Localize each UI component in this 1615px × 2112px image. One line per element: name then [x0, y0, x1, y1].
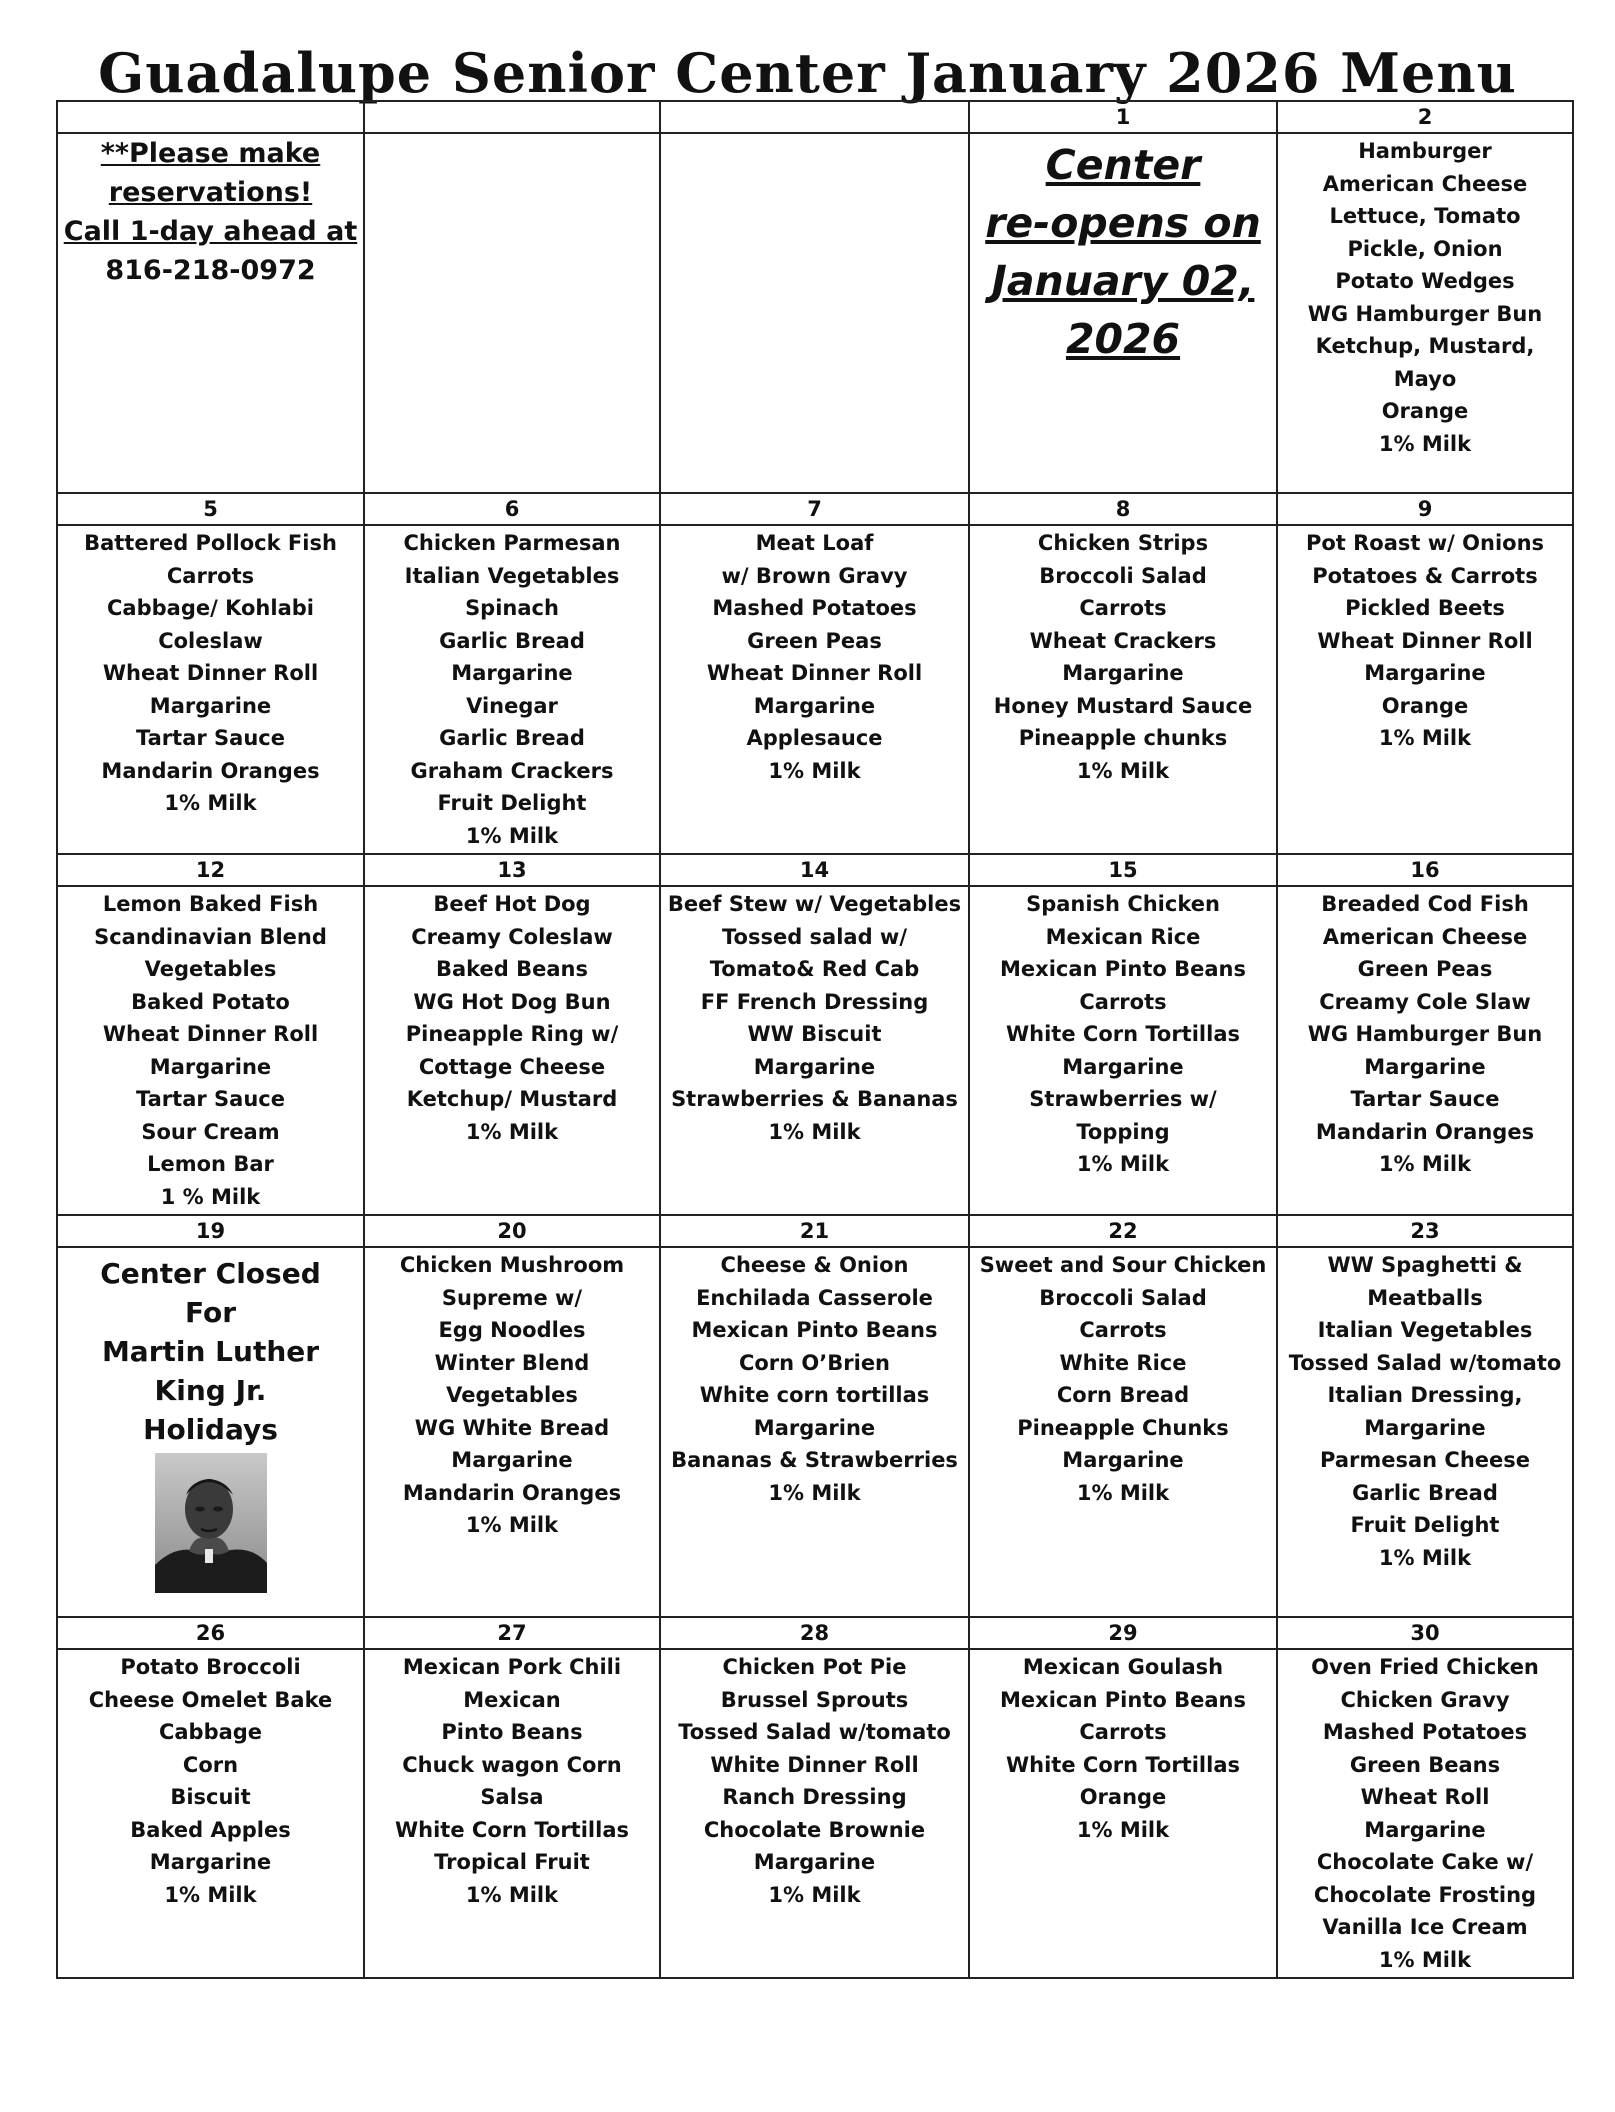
- menu-item: Sour Cream: [141, 1119, 280, 1144]
- reservation-phone: 816-218-0972: [105, 255, 316, 286]
- day-menu-cell: [364, 1649, 660, 1978]
- reopen-notice-line: January 02,: [991, 257, 1255, 305]
- menu-item: Orange: [1381, 693, 1469, 718]
- reopen-notice-line: 2026: [1065, 315, 1181, 363]
- menu-item: Mexican Pork Chili: [402, 1655, 622, 1679]
- menu-item: Garlic Bread: [439, 628, 585, 653]
- closed-notice-line: Martin Luther: [101, 1335, 320, 1368]
- menu-item: Enchilada Casserole: [696, 1285, 933, 1310]
- date-cell: 19: [57, 1215, 364, 1247]
- menu-item: Mexican Goulash: [1022, 1655, 1224, 1679]
- menu-item: Margarine: [1062, 1054, 1184, 1079]
- menu-items: [365, 1650, 659, 1911]
- menu-item: Fruit Delight: [437, 791, 587, 815]
- menu-item: 1% Milk: [1076, 1480, 1170, 1505]
- date-cell: 23: [1277, 1215, 1573, 1247]
- menu-item: Cabbage: [158, 1720, 263, 1744]
- day-menu-cell: [364, 1247, 660, 1617]
- menu-item: Pineapple chunks: [1018, 726, 1228, 750]
- menu-items: [58, 887, 363, 1213]
- closed-notice-line: For: [184, 1296, 237, 1329]
- menu-item: Wheat Dinner Roll: [102, 661, 319, 685]
- menu-item: Tartar Sauce: [1350, 1087, 1500, 1111]
- date-cell: [364, 101, 660, 133]
- menu-item: Margarine: [149, 693, 272, 718]
- menu-items: [1278, 887, 1572, 1181]
- menu-items: [1278, 134, 1572, 460]
- menu-item: Supreme w/: [441, 1285, 583, 1310]
- menu-item: Chocolate Cake w/: [1316, 1850, 1534, 1874]
- menu-item: Carrots: [1079, 1720, 1167, 1744]
- menu-item: Ketchup, Mustard,: [1315, 334, 1535, 358]
- day-menu-cell: [57, 1649, 364, 1978]
- menu-item: 1% Milk: [1076, 758, 1170, 783]
- menu-item: Oven Fried Chicken: [1311, 1655, 1539, 1679]
- menu-item: Tartar Sauce: [136, 1087, 285, 1111]
- menu-item: Mexican Rice: [1045, 924, 1201, 949]
- menu-item: Mayo: [1393, 366, 1457, 391]
- page-title: Guadalupe Senior Center January 2026 Menu: [98, 41, 1517, 105]
- menu-item: Chuck wagon Corn: [402, 1752, 622, 1777]
- menu-item: WG Hamburger Bun: [1307, 1022, 1543, 1046]
- menu-item: Beef Hot Dog: [433, 892, 591, 916]
- menu-item: Baked Beans: [435, 957, 589, 981]
- menu-items: [661, 1248, 968, 1509]
- menu-item: Creamy Cole Slaw: [1319, 989, 1531, 1014]
- menu-item: Mandarin Oranges: [101, 758, 320, 783]
- menu-item: Margarine: [753, 1054, 876, 1079]
- menu-items: [970, 887, 1276, 1181]
- reservation-note: [58, 134, 363, 290]
- date-cell: 29: [969, 1617, 1277, 1649]
- menu-item: Winter Blend: [434, 1350, 590, 1375]
- menu-item: FF French Dressing: [700, 989, 929, 1014]
- menu-item: Chicken Strips: [1037, 531, 1209, 555]
- menu-items: [661, 1650, 968, 1911]
- menu-item: 1% Milk: [465, 1513, 559, 1537]
- menu-items: [365, 526, 659, 852]
- menu-items: [58, 526, 363, 820]
- menu-item: White Dinner Roll: [710, 1752, 919, 1777]
- menu-items: [365, 1248, 659, 1542]
- menu-item: Broccoli Salad: [1039, 1285, 1207, 1310]
- menu-item: Applesauce: [746, 726, 883, 750]
- menu-item: American Cheese: [1322, 924, 1528, 949]
- date-cell: 15: [969, 854, 1277, 886]
- menu-item: Corn: [182, 1752, 239, 1777]
- menu-row: [57, 886, 1573, 1215]
- menu-item: Margarine: [1364, 1817, 1486, 1842]
- reopen-notice-line: re-opens on: [985, 199, 1261, 247]
- menu-item: Brussel Sprouts: [720, 1687, 909, 1712]
- menu-items: [970, 1248, 1276, 1509]
- menu-item: Tartar Sauce: [136, 726, 285, 750]
- day-menu-cell: [969, 1649, 1277, 1978]
- date-cell: 21: [660, 1215, 969, 1247]
- menu-row: [57, 1649, 1573, 1978]
- menu-item: Carrots: [1079, 989, 1167, 1014]
- menu-items: [58, 1650, 363, 1911]
- menu-item: White Corn Tortillas: [395, 1817, 629, 1842]
- menu-item: Tossed Salad w/tomato: [1288, 1350, 1562, 1375]
- menu-item: Mashed Potatoes: [1322, 1720, 1528, 1744]
- day-menu-cell: [1277, 525, 1573, 854]
- menu-item: Topping: [1076, 1119, 1170, 1144]
- day-menu-cell: [57, 525, 364, 854]
- reservation-note-line: reservations!: [108, 177, 313, 208]
- menu-item: Strawberries & Bananas: [671, 1087, 958, 1111]
- menu-item: 1% Milk: [465, 1882, 559, 1907]
- menu-item: WG White Bread: [414, 1415, 610, 1440]
- menu-item: Baked Apples: [130, 1817, 291, 1842]
- empty-day-cell: [660, 133, 969, 493]
- menu-items: [1278, 526, 1572, 755]
- menu-item: Cheese & Onion: [720, 1253, 909, 1277]
- menu-item: Cabbage/ Kohlabi: [107, 596, 314, 620]
- menu-row: [57, 133, 1573, 493]
- date-cell: 2: [1277, 101, 1573, 133]
- menu-item: Chicken Parmesan: [403, 531, 621, 555]
- date-cell: 8: [969, 493, 1277, 525]
- menu-item: Margarine: [149, 1054, 272, 1079]
- menu-item: 1% Milk: [1378, 726, 1472, 750]
- menu-item: Creamy Coleslaw: [411, 924, 613, 949]
- menu-item: 1% Milk: [164, 1882, 257, 1907]
- date-cell: 6: [364, 493, 660, 525]
- menu-item: Pot Roast w/ Onions: [1305, 531, 1545, 555]
- menu-item: Vinegar: [466, 693, 558, 718]
- date-cell: 16: [1277, 854, 1573, 886]
- menu-item: Honey Mustard Sauce: [993, 693, 1253, 718]
- menu-item: Biscuit: [170, 1785, 251, 1809]
- menu-item: Wheat Roll: [1360, 1785, 1490, 1809]
- day-menu-cell: [1277, 1649, 1573, 1978]
- menu-item: White Rice: [1059, 1350, 1187, 1375]
- menu-item: Margarine: [753, 1415, 876, 1440]
- menu-item: Margarine: [1364, 1415, 1486, 1440]
- date-cell: 7: [660, 493, 969, 525]
- menu-item: Strawberries w/: [1029, 1087, 1217, 1111]
- menu-item: Tomato& Red Cab: [709, 957, 920, 981]
- menu-item: Meat Loaf: [755, 531, 874, 555]
- menu-item: Potato Broccoli: [120, 1655, 301, 1679]
- reservation-note-cell: [57, 133, 364, 493]
- menu-item: Lemon Baked Fish: [102, 892, 319, 916]
- day-menu-cell: [364, 886, 660, 1215]
- day-menu-cell: [660, 525, 969, 854]
- day-menu-cell: [1277, 1247, 1573, 1617]
- reopen-notice-line: Center: [1045, 141, 1201, 189]
- menu-item: Garlic Bread: [1352, 1480, 1498, 1505]
- menu-item: Margarine: [1364, 661, 1486, 685]
- menu-items: [661, 887, 968, 1148]
- menu-item: Garlic Bread: [439, 726, 585, 750]
- menu-item: Graham Crackers: [410, 758, 614, 783]
- menu-item: White Corn Tortillas: [1006, 1022, 1240, 1046]
- menu-item: Mandarin Oranges: [1315, 1119, 1535, 1144]
- day-menu-cell: [1277, 886, 1573, 1215]
- menu-item: Wheat Crackers: [1029, 628, 1217, 653]
- menu-item: 1% Milk: [768, 1480, 861, 1505]
- menu-item: Mashed Potatoes: [712, 596, 917, 620]
- menu-item: 1% Milk: [1076, 1817, 1170, 1842]
- menu-item: Cottage Cheese: [418, 1054, 606, 1079]
- menu-item: Pickled Beets: [1345, 596, 1505, 620]
- menu-item: Spanish Chicken: [1026, 892, 1220, 916]
- menu-item: Chicken Mushroom: [399, 1253, 625, 1277]
- menu-item: 1% Milk: [768, 1119, 861, 1144]
- menu-item: Breaded Cod Fish: [1321, 892, 1529, 916]
- menu-item: Mexican Pinto Beans: [1000, 957, 1246, 981]
- menu-item: Margarine: [149, 1850, 272, 1874]
- menu-item: Cheese Omelet Bake: [88, 1687, 333, 1712]
- menu-item: Bananas & Strawberries: [671, 1448, 958, 1472]
- menu-items: [1278, 1650, 1572, 1976]
- menu-item: Mexican Pinto Beans: [1000, 1687, 1246, 1712]
- menu-item: Italian Vegetables: [404, 563, 620, 588]
- menu-item: WW Biscuit: [747, 1022, 882, 1046]
- menu-item: Orange: [1079, 1785, 1167, 1809]
- date-cell: 20: [364, 1215, 660, 1247]
- menu-item: 1% Milk: [1378, 1545, 1472, 1570]
- menu-item: Chocolate Brownie: [703, 1817, 926, 1842]
- menu-item: Italian Vegetables: [1317, 1318, 1533, 1342]
- menu-item: Salsa: [480, 1785, 544, 1809]
- menu-item: Wheat Dinner Roll: [1317, 628, 1533, 653]
- menu-item: Margarine: [753, 1850, 876, 1874]
- menu-item: Corn O’Brien: [738, 1350, 891, 1375]
- menu-item: Sweet and Sour Chicken: [979, 1253, 1267, 1277]
- menu-item: Battered Pollock Fish: [84, 531, 337, 555]
- menu-item: 1% Milk: [1378, 431, 1472, 456]
- day-menu-cell: [969, 1247, 1277, 1617]
- date-row: [57, 854, 1573, 886]
- menu-row: [57, 1247, 1573, 1617]
- mlk-portrait-image: [155, 1453, 267, 1593]
- menu-item: 1 % Milk: [160, 1184, 261, 1209]
- day-menu-cell: [969, 525, 1277, 854]
- date-cell: 26: [57, 1617, 364, 1649]
- closed-notice-line: King Jr.: [154, 1374, 267, 1407]
- menu-item: Green Beans: [1349, 1752, 1501, 1777]
- date-cell: 28: [660, 1617, 969, 1649]
- menu-item: Chicken Gravy: [1340, 1687, 1510, 1712]
- menu-item: Scandinavian Blend: [94, 924, 327, 949]
- menu-item: Wheat Dinner Roll: [706, 661, 923, 685]
- menu-item: Corn Bread: [1056, 1383, 1190, 1407]
- menu-item: Margarine: [1364, 1054, 1486, 1079]
- menu-item: Green Peas: [747, 628, 882, 653]
- closed-notice: [58, 1248, 363, 1449]
- reopen-notice: [970, 134, 1276, 368]
- menu-item: White Corn Tortillas: [1006, 1752, 1240, 1777]
- menu-items: [970, 526, 1276, 787]
- day-menu-cell: [660, 1247, 969, 1617]
- date-cell: 14: [660, 854, 969, 886]
- date-row: [57, 101, 1573, 133]
- day-menu-cell: [1277, 133, 1573, 493]
- date-cell: 30: [1277, 1617, 1573, 1649]
- menu-items: [1278, 1248, 1572, 1574]
- menu-item: Egg Noodles: [438, 1318, 586, 1342]
- menu-item: 1% Milk: [164, 791, 257, 815]
- date-cell: 12: [57, 854, 364, 886]
- menu-item: Coleslaw: [158, 628, 263, 653]
- day-menu-cell: [364, 525, 660, 854]
- day-menu-cell: [660, 886, 969, 1215]
- menu-item: w/ Brown Gravy: [721, 563, 908, 588]
- date-cell: 13: [364, 854, 660, 886]
- date-cell: 22: [969, 1215, 1277, 1247]
- menu-item: 1% Milk: [1076, 1152, 1170, 1176]
- menu-calendar: [56, 100, 1574, 1979]
- day-menu-cell: [57, 886, 364, 1215]
- menu-item: Carrots: [1079, 1318, 1167, 1342]
- menu-item: 1% Milk: [465, 823, 559, 848]
- date-cell: 5: [57, 493, 364, 525]
- date-cell: [57, 101, 364, 133]
- menu-item: Potatoes & Carrots: [1312, 563, 1538, 588]
- menu-items: [365, 887, 659, 1148]
- menu-item: Baked Potato: [131, 989, 290, 1014]
- menu-item: Lemon Bar: [147, 1152, 274, 1176]
- date-row: [57, 493, 1573, 525]
- reopen-notice-cell: [969, 133, 1277, 493]
- date-cell: 1: [969, 101, 1277, 133]
- menu-item: WG Hot Dog Bun: [413, 989, 611, 1014]
- date-row: [57, 1215, 1573, 1247]
- menu-item: Orange: [1381, 399, 1469, 423]
- menu-item: Ranch Dressing: [722, 1785, 907, 1809]
- menu-item: 1% Milk: [465, 1119, 559, 1144]
- menu-item: Vanilla Ice Cream: [1322, 1915, 1528, 1939]
- day-menu-cell: [969, 886, 1277, 1215]
- menu-item: 1% Milk: [768, 758, 861, 783]
- menu-item: Tossed Salad w/tomato: [678, 1720, 951, 1744]
- menu-item: Vegetables: [144, 957, 277, 981]
- menu-item: Ketchup/ Mustard: [406, 1087, 618, 1111]
- reservation-note-line: **Please make: [100, 138, 321, 169]
- menu-item: Pineapple Chunks: [1017, 1415, 1229, 1440]
- menu-item: Broccoli Salad: [1039, 563, 1207, 588]
- menu-item: Chocolate Frosting: [1313, 1882, 1537, 1907]
- menu-items: [661, 526, 968, 787]
- menu-item: Tropical Fruit: [434, 1850, 590, 1874]
- menu-item: WG Hamburger Bun: [1307, 301, 1543, 326]
- menu-item: Vegetables: [446, 1383, 578, 1407]
- menu-item: Italian Dressing,: [1327, 1383, 1523, 1407]
- menu-item: Green Peas: [1357, 957, 1493, 981]
- menu-item: WW Spaghetti &: [1327, 1253, 1523, 1277]
- closed-notice-line: Holidays: [143, 1413, 278, 1446]
- menu-item: Potato Wedges: [1335, 269, 1515, 293]
- empty-day-cell: [364, 133, 660, 493]
- menu-item: Wheat Dinner Roll: [102, 1022, 319, 1046]
- date-cell: 9: [1277, 493, 1573, 525]
- menu-item: 1% Milk: [1378, 1152, 1472, 1176]
- menu-item: Hamburger: [1358, 139, 1492, 163]
- menu-item: Pickle, Onion: [1347, 236, 1503, 261]
- menu-item: Chicken Pot Pie: [722, 1655, 907, 1679]
- menu-item: Margarine: [451, 1448, 573, 1472]
- menu-item: Spinach: [465, 596, 559, 620]
- menu-item: Pineapple Ring w/: [405, 1022, 619, 1046]
- closed-notice-line: Center Closed: [100, 1257, 321, 1290]
- menu-item: Carrots: [1079, 596, 1167, 620]
- menu-item: 1% Milk: [1378, 1947, 1472, 1972]
- date-cell: [660, 101, 969, 133]
- menu-items: [970, 1650, 1276, 1846]
- menu-row: [57, 525, 1573, 854]
- menu-item: American Cheese: [1322, 171, 1528, 196]
- menu-item: Lettuce, Tomato: [1329, 204, 1521, 228]
- menu-item: Margarine: [1062, 1448, 1184, 1472]
- menu-item: Fruit Delight: [1350, 1513, 1500, 1537]
- menu-item: White corn tortillas: [699, 1383, 930, 1407]
- menu-item: Tossed salad w/: [721, 924, 907, 949]
- reservation-note-line: Call 1-day ahead at: [63, 216, 358, 247]
- menu-item: Mexican: [463, 1687, 561, 1712]
- menu-item: Mandarin Oranges: [402, 1480, 622, 1505]
- menu-item: Margarine: [753, 693, 876, 718]
- menu-item: 1% Milk: [768, 1882, 861, 1907]
- menu-item: Pinto Beans: [441, 1720, 583, 1744]
- closed-notice-cell: [57, 1247, 364, 1617]
- day-menu-cell: [660, 1649, 969, 1978]
- menu-item: Mexican Pinto Beans: [691, 1318, 938, 1342]
- date-row: [57, 1617, 1573, 1649]
- menu-item: Parmesan Cheese: [1320, 1448, 1530, 1472]
- menu-item: Meatballs: [1367, 1285, 1483, 1310]
- menu-item: Margarine: [451, 661, 573, 685]
- date-cell: 27: [364, 1617, 660, 1649]
- menu-item: Margarine: [1062, 661, 1184, 685]
- menu-item: Carrots: [166, 563, 255, 588]
- menu-item: Beef Stew w/ Vegetables: [667, 892, 962, 916]
